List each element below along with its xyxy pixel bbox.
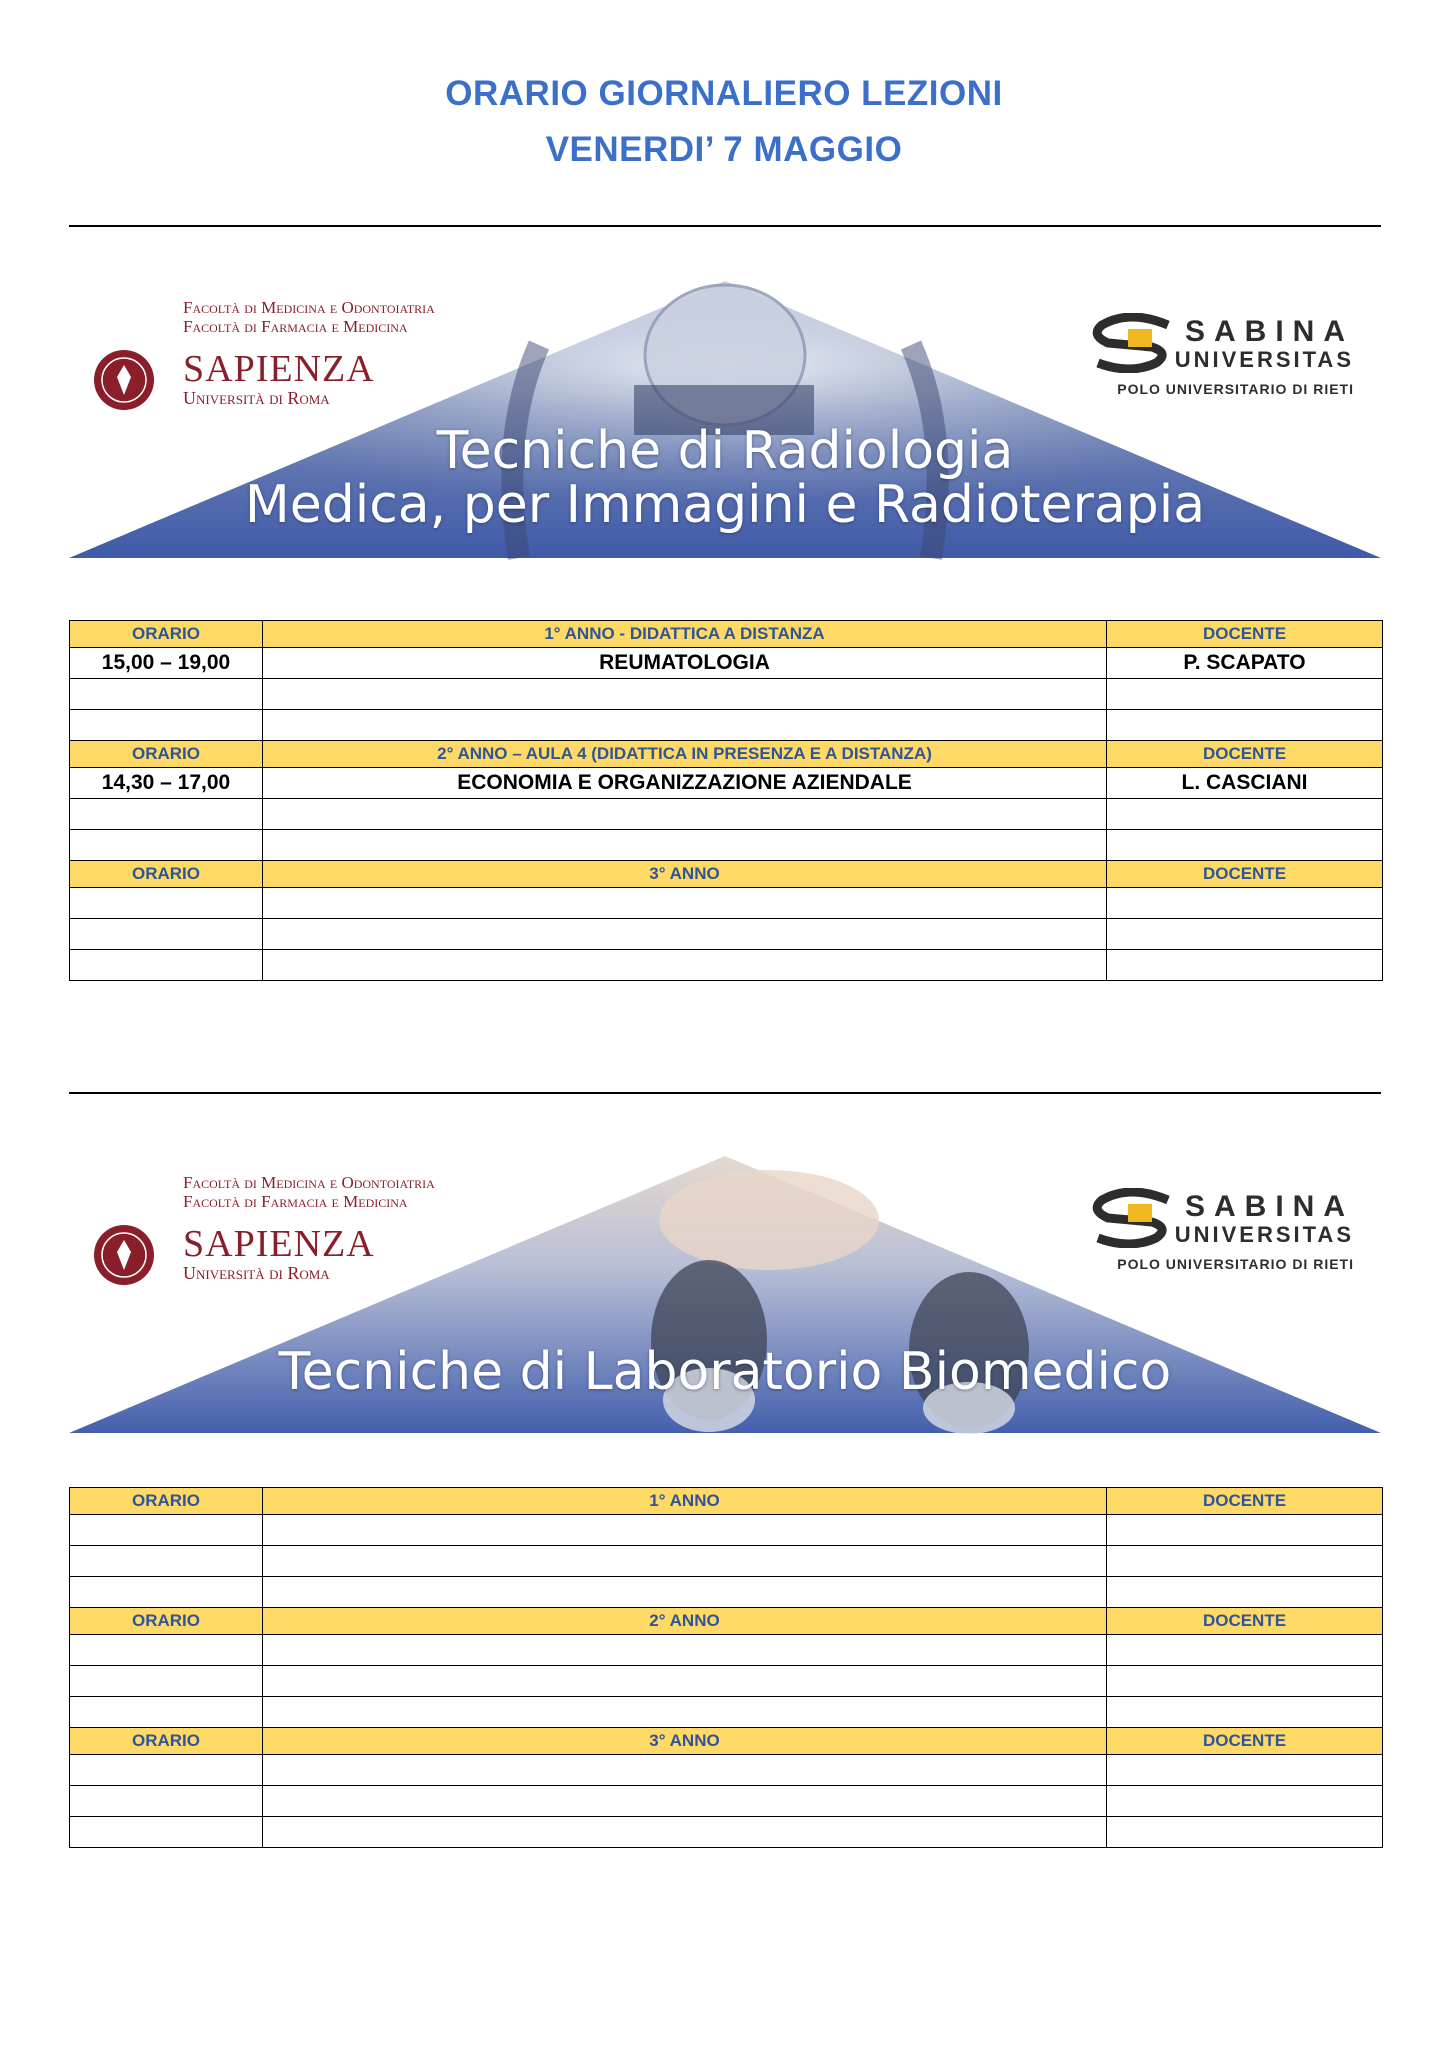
table-row	[70, 950, 1383, 981]
year-title: 1° ANNO - DIDATTICA A DISTANZA	[263, 621, 1107, 648]
cell-teacher	[1107, 1666, 1383, 1697]
cell-subject	[263, 799, 1107, 830]
table-row	[70, 1515, 1383, 1546]
col-header-orario: ORARIO	[70, 1728, 263, 1755]
col-header-orario: ORARIO	[70, 741, 263, 768]
cell-time	[70, 1515, 263, 1546]
cell-teacher	[1107, 1755, 1383, 1786]
col-header-docente: DOCENTE	[1107, 1488, 1383, 1515]
sabina-logo-icon	[1090, 313, 1176, 373]
cell-teacher	[1107, 679, 1383, 710]
col-header-docente: DOCENTE	[1107, 741, 1383, 768]
faculty-line-1: Facoltà di Medicina e Odontoiatria	[183, 298, 435, 317]
polo-rieti-label: POLO UNIVERSITARIO DI RIETI	[1117, 381, 1354, 397]
sapienza-wordmark: SAPIENZA	[183, 1223, 375, 1265]
cell-time	[70, 1786, 263, 1817]
year-header-row	[70, 741, 1383, 768]
cell-teacher	[1107, 1786, 1383, 1817]
table-row	[70, 768, 1383, 799]
table-row	[70, 1817, 1383, 1848]
schedule-table-laboratorio	[69, 1487, 1383, 1848]
col-header-docente: DOCENTE	[1107, 1608, 1383, 1635]
cell-time	[70, 1755, 263, 1786]
cell-time	[70, 1817, 263, 1848]
table-row	[70, 1666, 1383, 1697]
year-header-row	[70, 1608, 1383, 1635]
banner-radiologia	[69, 275, 1381, 560]
year-title: 3° ANNO	[263, 1728, 1107, 1755]
cell-teacher	[1107, 1546, 1383, 1577]
col-header-orario: ORARIO	[70, 1608, 263, 1635]
cell-subject	[263, 1635, 1107, 1666]
universitas-wordmark: UNIVERSITAS	[1174, 347, 1354, 372]
col-header-docente: DOCENTE	[1107, 1728, 1383, 1755]
year-header-row	[70, 861, 1383, 888]
cell-subject	[263, 1786, 1107, 1817]
faculty-line-2: Facoltà di Farmacia e Medicina	[183, 1192, 408, 1211]
course-title-line-2: Medica, per Immagini e Radioterapia	[244, 475, 1206, 535]
col-header-orario: ORARIO	[70, 861, 263, 888]
table-row	[70, 1786, 1383, 1817]
cell-subject	[263, 710, 1107, 741]
cell-teacher	[1107, 888, 1383, 919]
cell-time	[70, 1577, 263, 1608]
col-header-orario: ORARIO	[70, 1488, 263, 1515]
table-row	[70, 679, 1383, 710]
cell-subject	[263, 888, 1107, 919]
sabina-wordmark: SABINA	[1184, 1190, 1354, 1223]
cell-subject	[263, 1697, 1107, 1728]
year-title: 1° ANNO	[263, 1488, 1107, 1515]
cell-subject	[263, 1546, 1107, 1577]
course-title-line-1: Tecniche di Radiologia	[436, 421, 1014, 481]
cell-time	[70, 1697, 263, 1728]
cell-teacher	[1107, 1515, 1383, 1546]
cell-subject	[263, 1515, 1107, 1546]
cell-teacher	[1107, 950, 1383, 981]
table-row	[70, 710, 1383, 741]
cell-subject: ECONOMIA E ORGANIZZAZIONE AZIENDALE	[263, 768, 1107, 799]
cell-subject	[263, 1577, 1107, 1608]
cell-time	[70, 1546, 263, 1577]
table-row	[70, 1755, 1383, 1786]
page-title: ORARIO GIORNALIERO LEZIONI	[445, 74, 1003, 113]
cell-subject	[263, 679, 1107, 710]
schedule-table-radiologia	[69, 620, 1383, 981]
col-header-docente: DOCENTE	[1107, 621, 1383, 648]
sabina-wordmark: SABINA	[1184, 315, 1354, 348]
table-row	[70, 830, 1383, 861]
cell-time	[70, 919, 263, 950]
table-row	[70, 1635, 1383, 1666]
table-row	[70, 648, 1383, 679]
cell-subject	[263, 1817, 1107, 1848]
page-subtitle-date: VENERDI’ 7 MAGGIO	[545, 130, 903, 169]
cell-time	[70, 888, 263, 919]
cell-subject: REUMATOLOGIA	[263, 648, 1107, 679]
universitas-wordmark: UNIVERSITAS	[1174, 1222, 1354, 1247]
cell-teacher	[1107, 919, 1383, 950]
cell-subject	[263, 830, 1107, 861]
cell-teacher	[1107, 1817, 1383, 1848]
cell-teacher	[1107, 1635, 1383, 1666]
sapienza-wordmark: SAPIENZA	[183, 348, 375, 390]
sapienza-seal-icon	[93, 1218, 155, 1292]
cell-teacher	[1107, 799, 1383, 830]
cell-time	[70, 799, 263, 830]
year-title: 2° ANNO – AULA 4 (DIDATTICA IN PRESENZA E A DISTANZA)	[263, 741, 1107, 768]
sapienza-subtitle: Università di Roma	[183, 388, 330, 408]
year-header-row	[70, 1728, 1383, 1755]
cell-time	[70, 830, 263, 861]
polo-rieti-label: POLO UNIVERSITARIO DI RIETI	[1117, 1256, 1354, 1272]
table-row	[70, 1546, 1383, 1577]
divider-top	[69, 225, 1381, 227]
cell-teacher	[1107, 830, 1383, 861]
sabina-logo-icon	[1090, 1188, 1176, 1248]
divider-middle	[69, 1092, 1381, 1094]
year-title: 2° ANNO	[263, 1608, 1107, 1635]
year-title: 3° ANNO	[263, 861, 1107, 888]
year-header-row	[70, 621, 1383, 648]
table-row	[70, 888, 1383, 919]
cell-time	[70, 1635, 263, 1666]
cell-time	[70, 1666, 263, 1697]
sapienza-subtitle: Università di Roma	[183, 1263, 330, 1283]
col-header-docente: DOCENTE	[1107, 861, 1383, 888]
cell-teacher	[1107, 1697, 1383, 1728]
year-header-row	[70, 1488, 1383, 1515]
faculty-line-2: Facoltà di Farmacia e Medicina	[183, 317, 408, 336]
cell-teacher	[1107, 1577, 1383, 1608]
cell-teacher: L. CASCIANI	[1107, 768, 1383, 799]
cell-time: 15,00 – 19,00	[70, 648, 263, 679]
banner-laboratorio	[69, 1150, 1381, 1435]
course-title: Tecniche di Laboratorio Biomedico	[278, 1342, 1172, 1402]
faculty-line-1: Facoltà di Medicina e Odontoiatria	[183, 1173, 435, 1192]
cell-teacher	[1107, 710, 1383, 741]
col-header-orario: ORARIO	[70, 621, 263, 648]
cell-time	[70, 950, 263, 981]
cell-time	[70, 679, 263, 710]
cell-subject	[263, 950, 1107, 981]
cell-subject	[263, 1666, 1107, 1697]
cell-time: 14,30 – 17,00	[70, 768, 263, 799]
table-row	[70, 1577, 1383, 1608]
sapienza-seal-icon	[93, 343, 155, 417]
table-row	[70, 799, 1383, 830]
cell-time	[70, 710, 263, 741]
cell-teacher: P. SCAPATO	[1107, 648, 1383, 679]
table-row	[70, 919, 1383, 950]
cell-subject	[263, 1755, 1107, 1786]
table-row	[70, 1697, 1383, 1728]
cell-subject	[263, 919, 1107, 950]
